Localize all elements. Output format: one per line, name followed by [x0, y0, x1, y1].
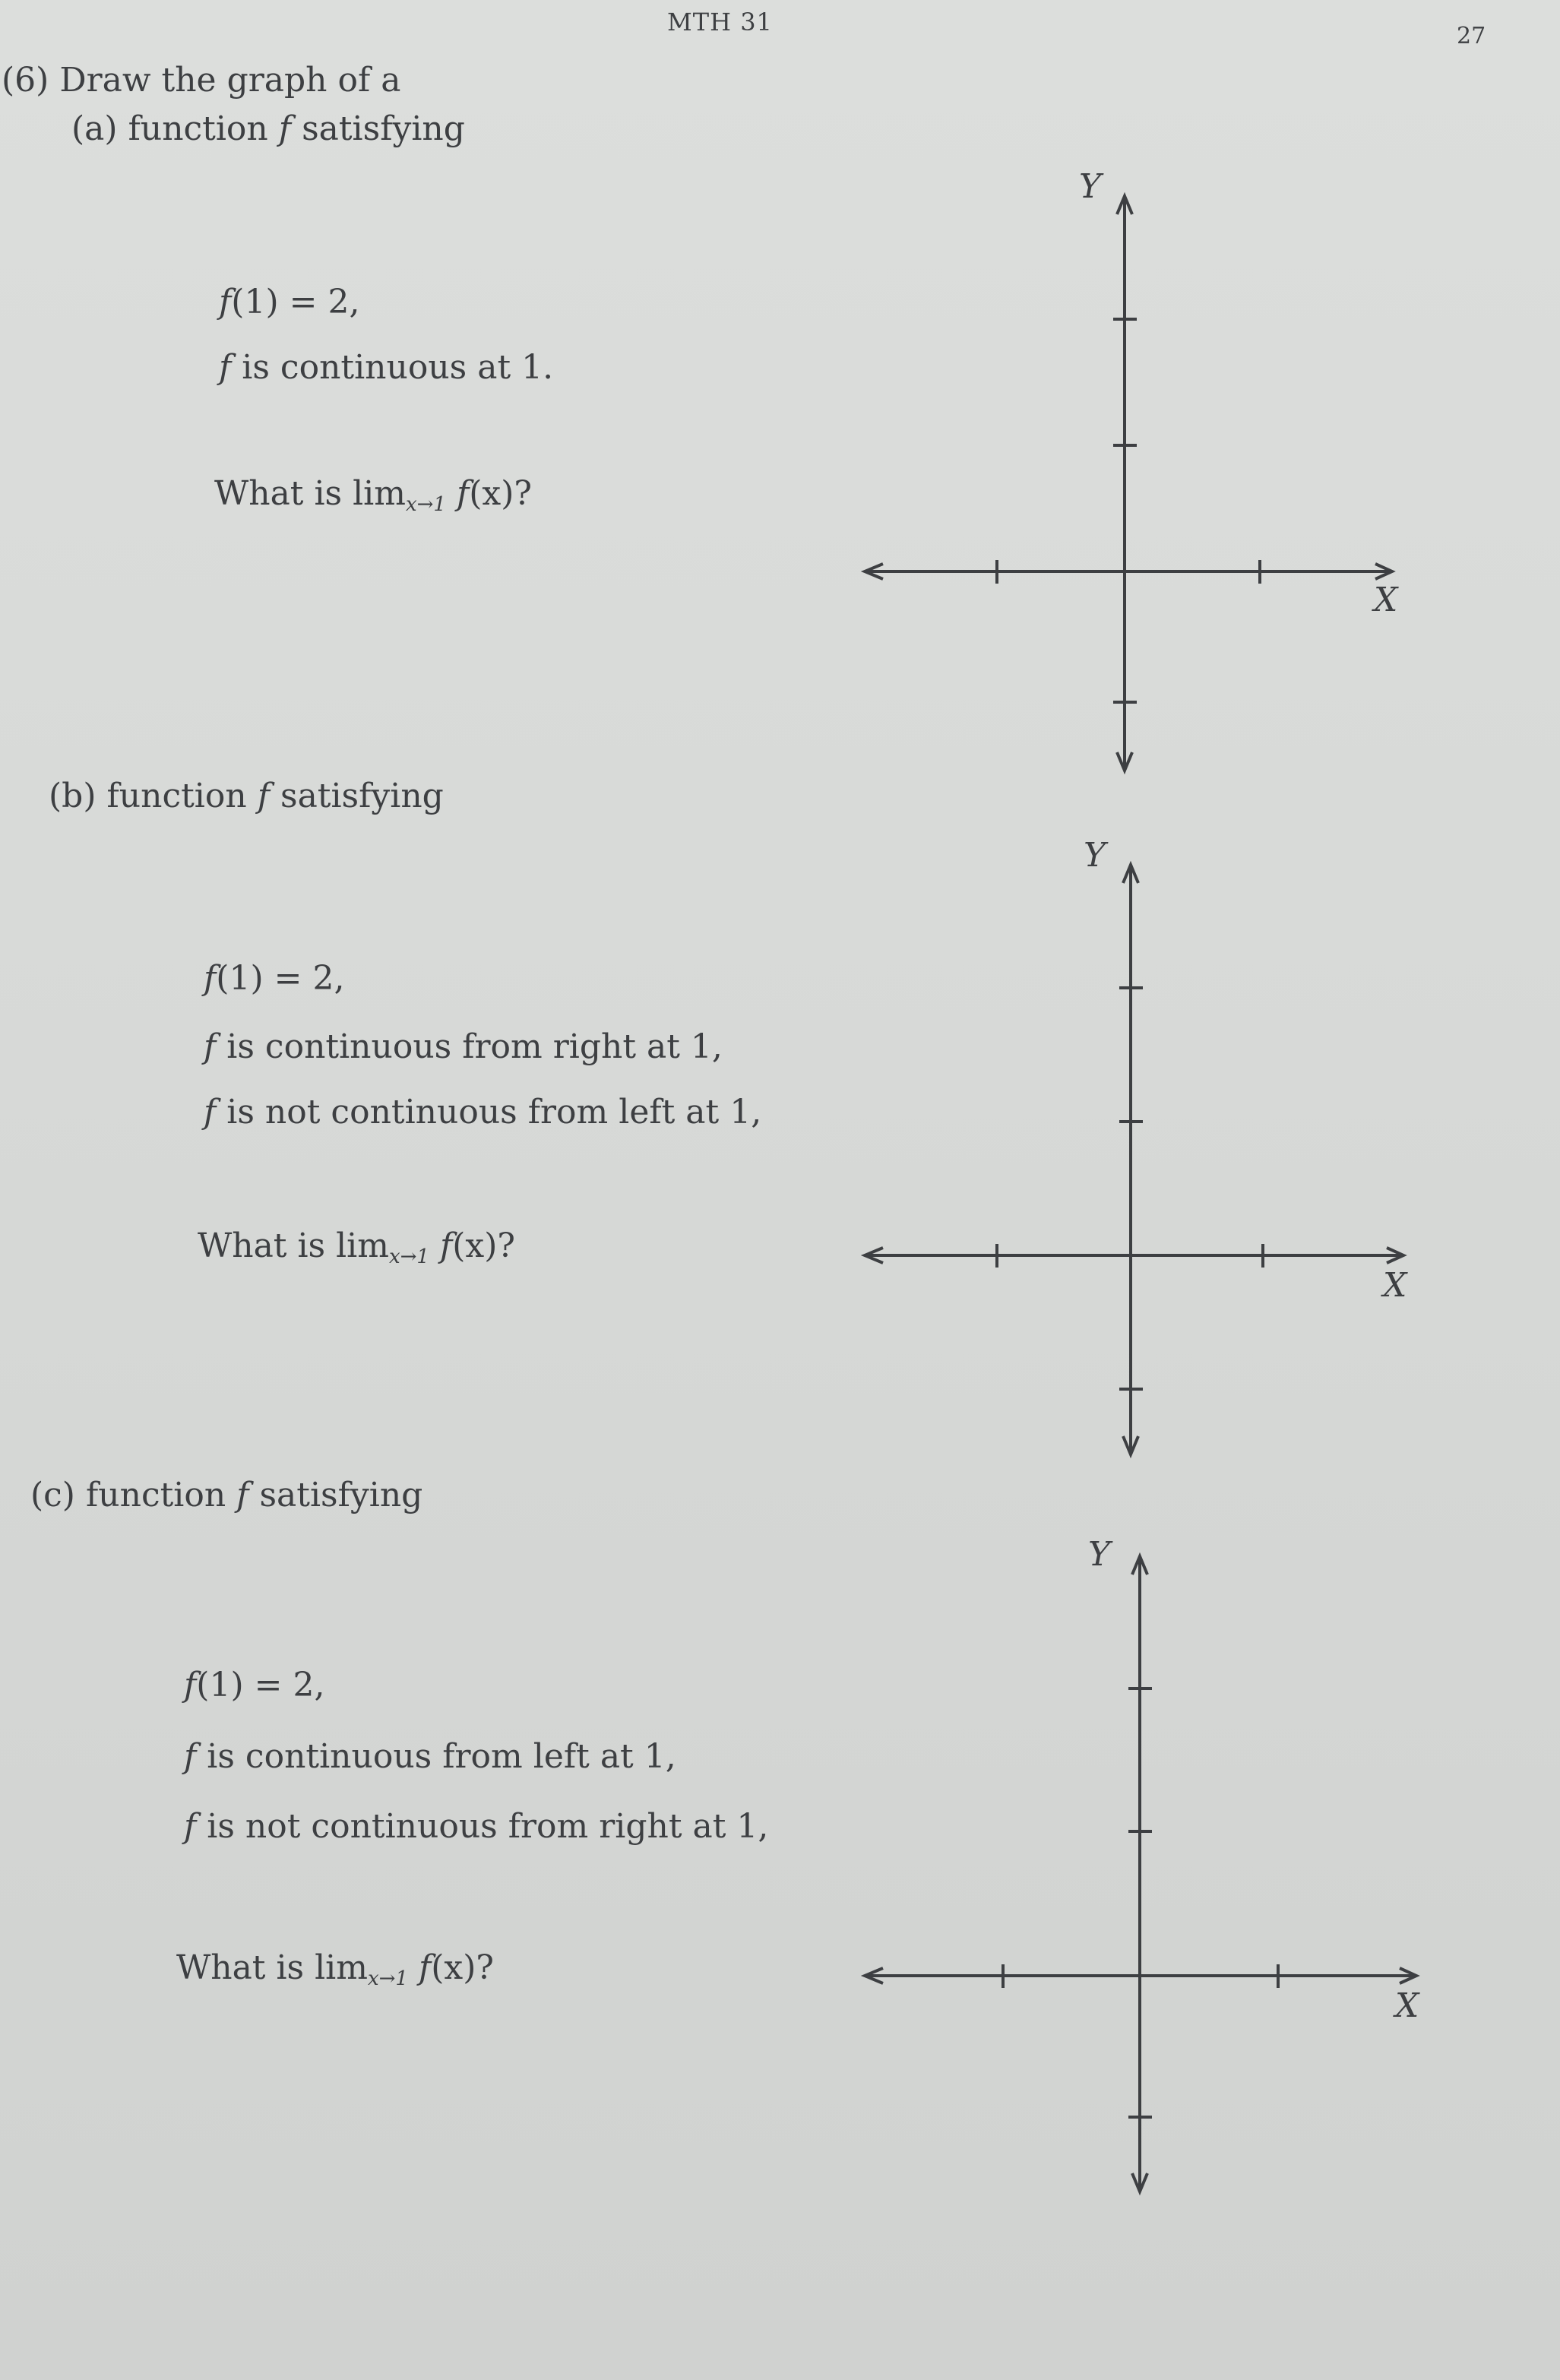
limit-pre: What is lim	[198, 1226, 389, 1265]
y-axis-label: Y	[1088, 1535, 1111, 1574]
part-a-graph[interactable]	[851, 167, 1413, 778]
part-label: (c)	[30, 1476, 75, 1514]
question-number: (6)	[2, 61, 49, 100]
limit-var: f	[418, 1948, 432, 1987]
part-heading-post: satisfying	[280, 777, 444, 815]
condition-var: f	[219, 283, 232, 321]
condition-text: is not continuous from right at 1,	[207, 1807, 769, 1846]
part-heading-var: f	[278, 109, 292, 148]
part-a-condition-1	[219, 283, 359, 321]
condition-var: f	[184, 1807, 197, 1846]
page-number: 27	[1457, 23, 1486, 49]
part-a-limit-question	[214, 474, 532, 516]
question-prompt: Draw the graph of a	[59, 61, 401, 100]
condition-text: is continuous from left at 1,	[207, 1737, 676, 1776]
part-b-heading	[49, 777, 444, 815]
part-b-condition-2	[204, 1027, 723, 1066]
part-c-limit-question	[176, 1948, 494, 1990]
limit-post: (x)?	[469, 474, 533, 513]
part-heading-post: satisfying	[259, 1476, 423, 1514]
part-b-graph[interactable]	[851, 836, 1413, 1462]
question-heading	[2, 61, 400, 100]
limit-pre: What is lim	[176, 1948, 368, 1987]
condition-text: (1) = 2,	[216, 959, 345, 998]
limit-post: (x)?	[452, 1226, 516, 1265]
limit-post: (x)?	[431, 1948, 495, 1987]
part-label: (b)	[49, 777, 97, 815]
condition-var: f	[184, 1737, 197, 1776]
condition-var: f	[204, 1093, 217, 1131]
condition-text: (1) = 2,	[196, 1666, 325, 1704]
y-axis-label: Y	[1079, 167, 1102, 206]
condition-var: f	[184, 1666, 197, 1704]
part-c-condition-2	[184, 1737, 676, 1776]
x-axis-label: X	[1374, 581, 1398, 619]
y-axis-label: Y	[1084, 836, 1106, 875]
part-label: (a)	[71, 109, 118, 148]
part-b-condition-3	[204, 1093, 761, 1131]
part-c-condition-3	[184, 1807, 768, 1846]
condition-text: is continuous from right at 1,	[226, 1027, 723, 1066]
limit-pre: What is lim	[214, 474, 406, 513]
condition-var: f	[204, 1027, 217, 1066]
axes-svg	[851, 836, 1413, 1459]
part-heading-var: f	[236, 1476, 249, 1514]
condition-text: is continuous at 1.	[242, 348, 554, 387]
part-a-condition-2	[219, 348, 553, 387]
limit-subscript: x→1	[367, 1967, 408, 1990]
limit-subscript: x→1	[388, 1245, 429, 1268]
part-heading-pre: function	[128, 109, 268, 148]
limit-subscript: x→1	[405, 493, 446, 516]
limit-var: f	[456, 474, 470, 513]
part-heading-post: satisfying	[302, 109, 465, 148]
limit-var: f	[439, 1226, 453, 1265]
condition-text: is not continuous from left at 1,	[226, 1093, 762, 1131]
condition-var: f	[219, 348, 232, 387]
part-heading-pre: function	[85, 1476, 226, 1514]
x-axis-label: X	[1383, 1266, 1407, 1305]
axes-svg	[851, 1527, 1429, 2196]
condition-text: (1) = 2,	[231, 283, 360, 321]
condition-var: f	[204, 959, 217, 998]
x-axis-label: X	[1395, 1986, 1419, 2025]
part-b-condition-1	[204, 959, 344, 998]
part-c-heading	[30, 1476, 422, 1514]
part-c-graph[interactable]	[851, 1527, 1429, 2199]
part-heading-var: f	[257, 777, 270, 815]
part-b-limit-question	[198, 1226, 515, 1268]
axes-svg	[851, 167, 1413, 775]
part-heading-pre: function	[106, 777, 247, 815]
part-c-condition-1	[184, 1666, 324, 1704]
part-a-heading	[71, 109, 465, 148]
course-header: MTH 31	[667, 8, 773, 36]
